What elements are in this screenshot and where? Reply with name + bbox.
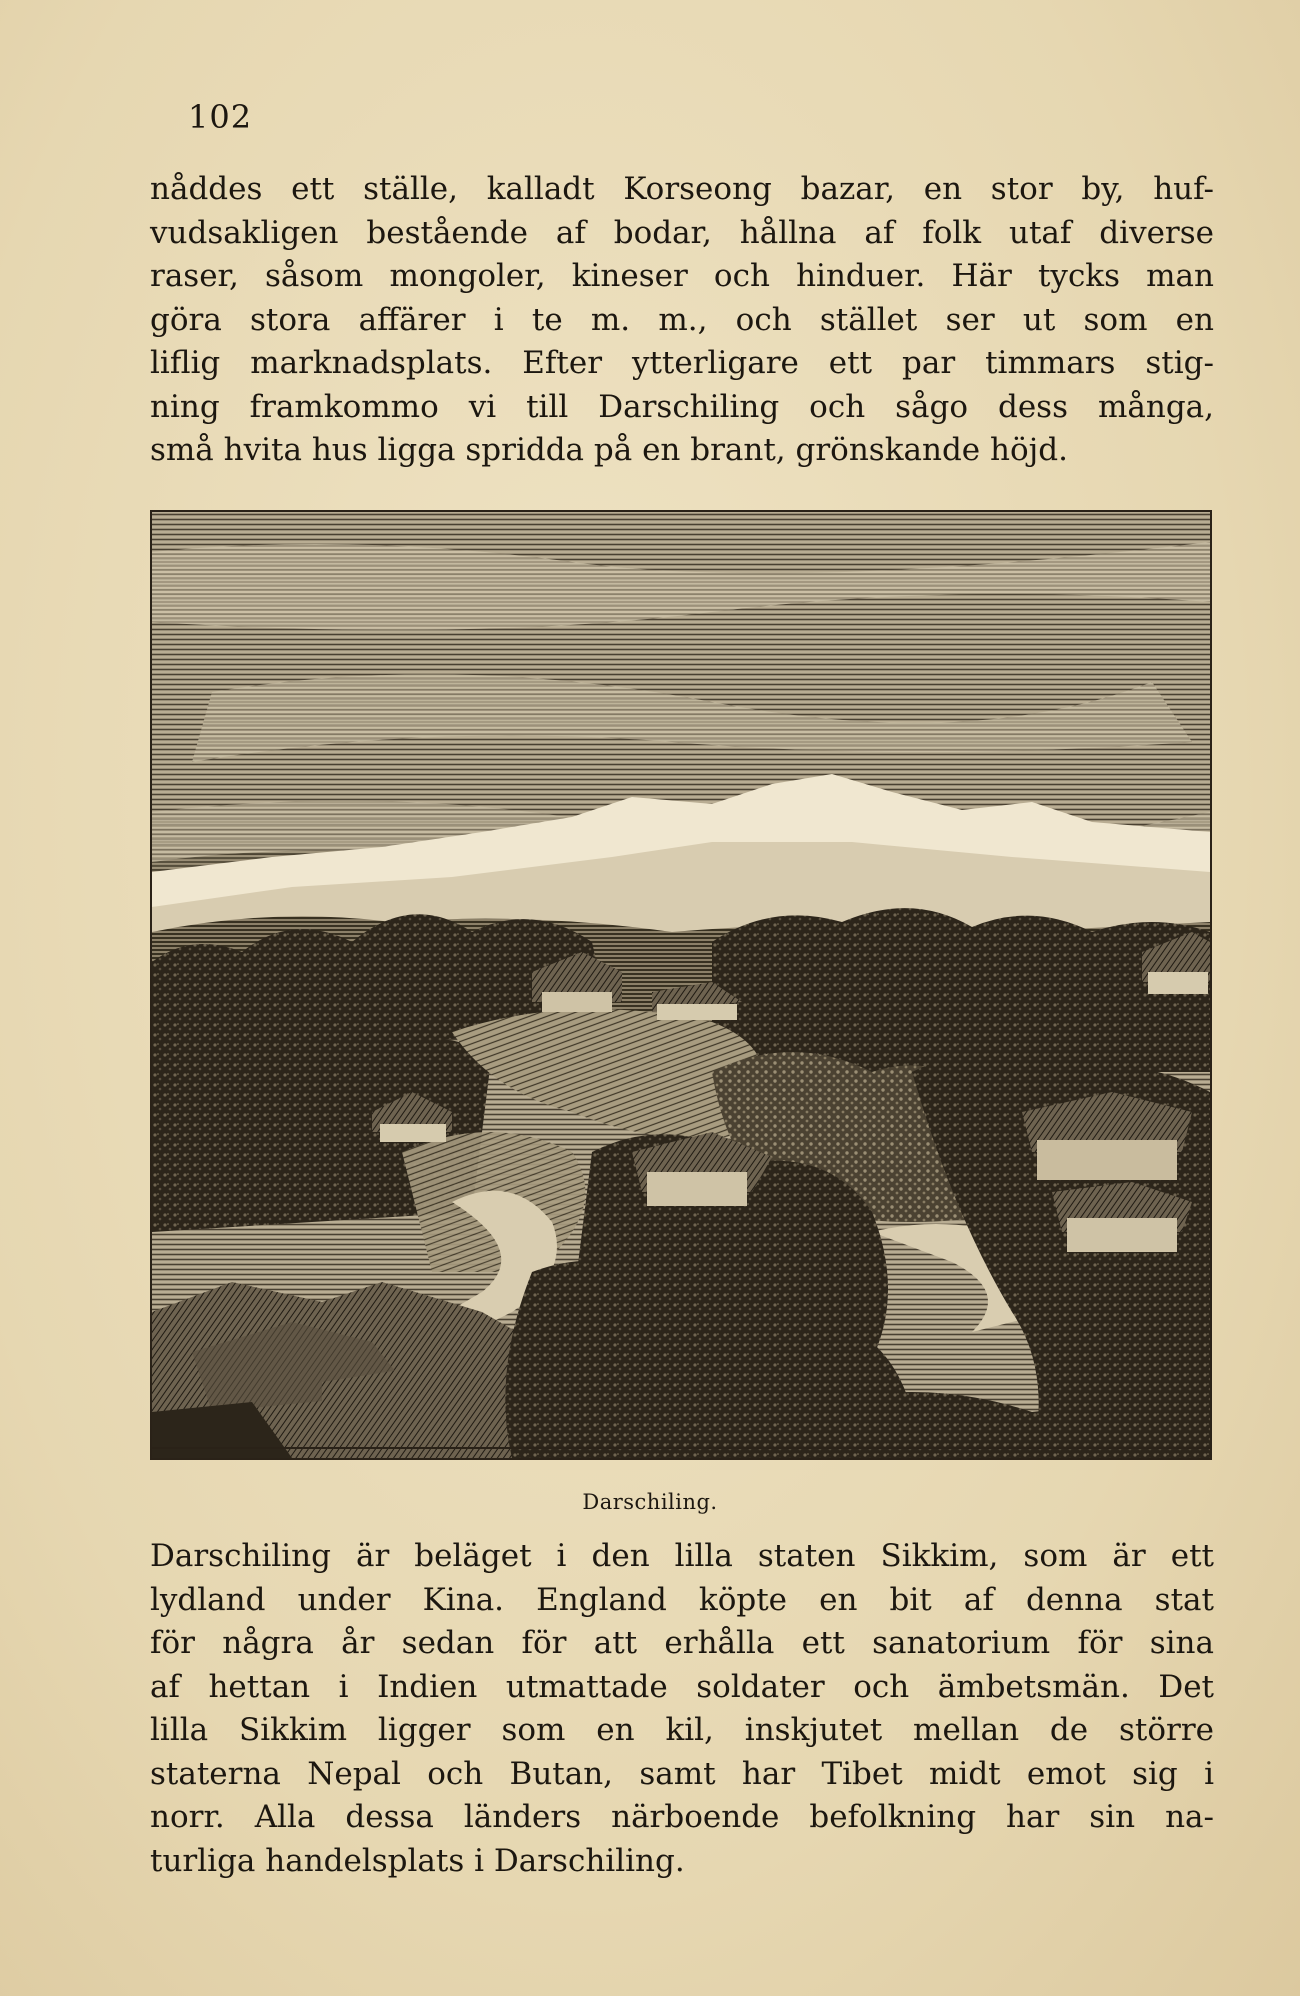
text-line: lydland under Kina. England köpte en bit af denna stat [150,1581,1214,1618]
text-line: norr. Alla dessa länders närboende befolkning har sin na- [150,1799,1214,1835]
text-line: göra stora affärer i te m. m., och stället ser ut som en [150,301,1214,338]
page-number: 102 [188,98,253,136]
text-line: Darschiling är beläget i den lilla staten Sikkim, som är ett [150,1538,1214,1574]
illustration-caption: Darschiling. [582,1490,718,1514]
engraving-landscape-darjeeling-icon [150,510,1212,1460]
text-line: vudsakligen bestående af bodar, hållna af folk utaf diverse [150,214,1214,251]
paragraph-top [150,168,1214,473]
text-line: nåddes ett ställe, kalladt Korseong bazar, en stor by, huf- [150,171,1214,207]
text-line: små hvita hus ligga spridda på en brant, grönskande höjd. [150,432,1068,468]
text-line: lilla Sikkim ligger som en kil, inskjutet mellan de större [150,1712,1214,1748]
text-line: liflig marknadsplats. Efter ytterligare ett par timmars stig- [150,345,1214,381]
text-line: af hettan i Indien utmattade soldater och ämbetsmän. Det [150,1668,1214,1705]
text-line: ning framkommo vi till Darschiling och sågo dess många, [150,388,1214,425]
text-line: för några år sedan för att erhålla ett sanatorium för sina [150,1625,1214,1661]
paragraph-bottom [150,1535,1214,1883]
text-line: raser, såsom mongoler, kineser och hinduer. Här tycks man [150,258,1214,294]
text-line: staterna Nepal och Butan, samt har Tibet midt emot sig i [150,1755,1214,1792]
text-line: turliga handelsplats i Darschiling. [150,1842,685,1879]
